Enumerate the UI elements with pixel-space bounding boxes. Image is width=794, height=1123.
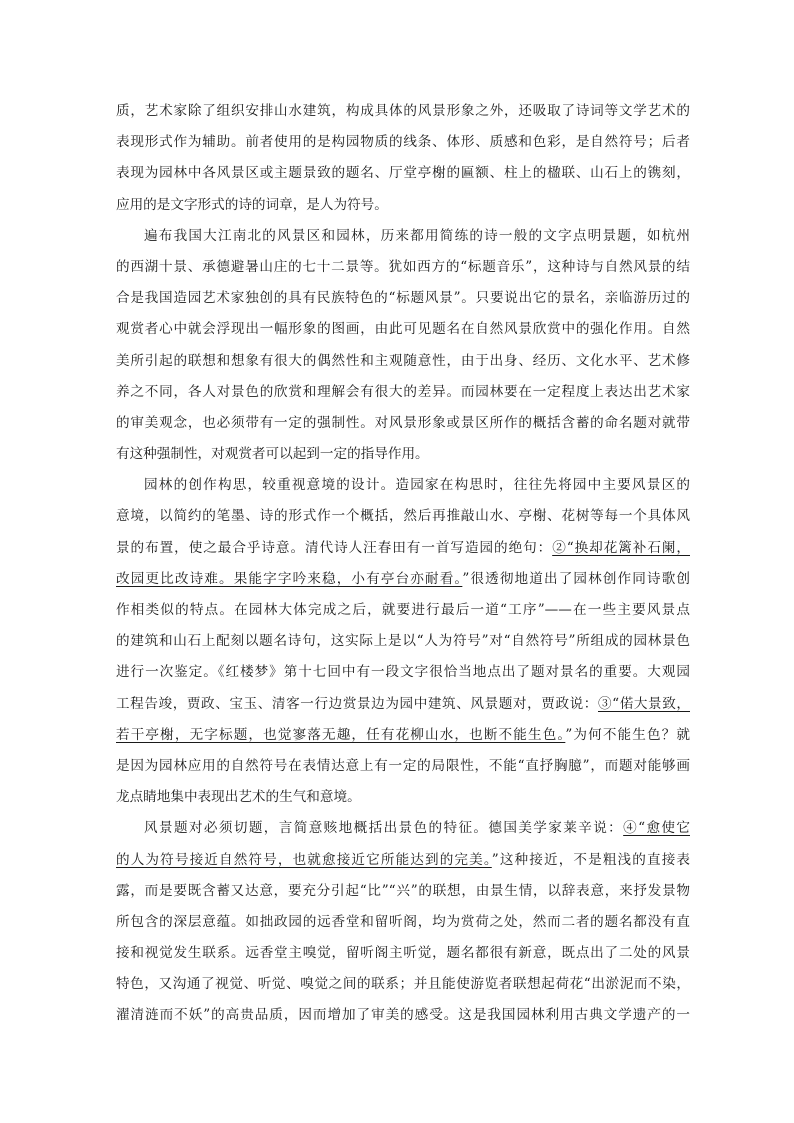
text-line-content: 意境，以简约的笔墨、诗的形式作一个概括，然后再推敲山水、亭榭、花树等每一个具体风 (116, 508, 690, 525)
text-line (116, 876, 690, 907)
text-line-content: 景的布置，使之最合乎诗意。清代诗人汪春田有一首写造园的绝句： (116, 539, 553, 556)
underlined-quote: 改园更比改诗难。果能字字吟来稳，小有亭台亦耐看。 (116, 570, 463, 587)
text-line-content: 表现为园林中各风景区或主题景致的题名、厅堂亭榭的匾额、柱上的楹联、山石上的镌刻， (116, 165, 690, 182)
text-line-content: 表现形式作为辅助。前者使用的是构园物质的线条、体形、质感和色彩，是自然符号；后者 (116, 134, 690, 151)
text-line (116, 533, 690, 564)
text-line-content: 观赏者心中就会浮现出一幅形象的图画，由此可见题名在自然风景欣赏中的强化作用。自然 (116, 321, 690, 338)
text-line-content: 进行一次鉴定。《红楼梦》第十七回中有一段文字很恰当地点出了题对景名的重要。大观园 (116, 664, 690, 681)
text-line (116, 907, 690, 938)
text-line (116, 782, 690, 813)
underlined-quote: ②“换却花篱补石阑， (552, 539, 690, 556)
text-line-content: 质，艺术家除了组织安排山水建筑，构成具体的风景形象之外，还吸取了诗词等文学艺术的 (116, 103, 690, 119)
text-line (116, 408, 690, 439)
text-line (116, 751, 690, 782)
text-line (116, 346, 690, 377)
text-line-content: 应用的是文字形式的诗的词章，是人为符号。 (116, 196, 388, 213)
text-line-content: 有这种强制性，对观赏者可以起到一定的指导作用。 (116, 446, 429, 463)
text-line-tail: ”为何不能生色？就 (565, 726, 690, 743)
text-line-content: 工程告竣，贾政、宝玉、清客一行边赏景边为园中建筑、风景题对，贾政说： (116, 695, 598, 712)
text-line-content: 的审美观念，也必须带有一定的强制性。对风景形象或景区所作的概括含蓄的命名题对就带 (116, 414, 690, 431)
text-line (116, 657, 690, 688)
text-line-content: 养之不同，各人对景色的欣赏和理解会有很大的差异。而园林要在一定程度上表达出艺术家 (116, 383, 690, 400)
text-line-content: 的建筑和山石上配刻以题名诗句，这实际上是以“人为符号”对“自然符号”所组成的园林景色 (116, 633, 690, 650)
text-line (116, 96, 690, 127)
text-line-tail: ”很透彻地道出了园林创作同诗歌创 (462, 570, 690, 587)
text-line (116, 283, 690, 314)
underlined-quote: ③“偌大景致， (598, 695, 690, 712)
text-line-tail: ”这种接近，不是粗浅的直接表 (491, 851, 690, 868)
text-line-content: 遍布我国大江南北的风景区和园林，历来都用简练的诗一般的文字点明景题，如杭州 (144, 227, 690, 244)
text-line-content: 特色，又沟通了视觉、听觉、嗅觉之间的联系；并且能使游览者联想起荷花“出淤泥而不染， (116, 976, 690, 993)
text-line (116, 564, 690, 595)
text-line (116, 720, 690, 751)
text-line-content: 所包含的深层意蕴。如拙政园的远香堂和留听阁，均为赏荷之处，然而二者的题名都没有直 (116, 913, 690, 930)
text-line (116, 158, 690, 189)
text-line-content: 合是我国造园艺术家独创的具有民族特色的“标题风景”。只要说出它的景名，亲临游历过的 (116, 290, 690, 307)
text-line (116, 470, 690, 501)
text-line (116, 377, 690, 408)
text-line-content: 园林的创作构思，较重视意境的设计。造园家在构思时，往往先将园中主要风景区的 (144, 477, 690, 494)
text-line (116, 252, 690, 283)
underlined-quote: ④“愈使它 (623, 820, 690, 837)
text-line-content: 濯清涟而不妖”的高贵品质，因而增加了审美的感受。这是我国园林利用古典文学遗产的一 (116, 1007, 690, 1024)
text-line-content: 接和视觉发生联系。远香堂主嗅觉，留听阁主听觉，题名都很有新意，既点出了二处的风景 (116, 945, 690, 962)
text-line-content: 美所引起的联想和想象有很大的偶然性和主观随意性，由于出身、经历、文化水平、艺术修 (116, 352, 690, 369)
text-line (116, 439, 690, 470)
text-line (116, 501, 690, 532)
body-text (116, 96, 690, 1032)
text-line (116, 1000, 690, 1031)
text-line (116, 938, 690, 969)
text-line-content: 的西湖十景、承德避暑山庄的七十二景等。犹如西方的“标题音乐”，这种诗与自然风景的结 (116, 258, 690, 275)
text-line (116, 595, 690, 626)
text-line-content: 作相类似的特点。在园林大体完成之后，就要进行最后一道“工序”——在一些主要风景点 (116, 602, 690, 618)
text-line (116, 845, 690, 876)
text-line-content: 是因为园林应用的自然符号在表情达意上有一定的局限性，不能“直抒胸臆”，而题对能够画 (116, 757, 690, 774)
text-line (116, 969, 690, 1000)
text-line (116, 314, 690, 345)
underlined-quote: 若干亭榭，无字标题，也觉寥落无趣，任有花柳山水，也断不能生色。 (116, 726, 566, 743)
text-line (116, 626, 690, 657)
text-line-content: 风景题对必须切题，言简意赅地概括出景色的特征。德国美学家莱辛说： (144, 820, 624, 837)
text-line-content: 龙点睛地集中表现出艺术的生气和意境。 (116, 789, 361, 806)
text-line (116, 190, 690, 221)
text-line (116, 689, 690, 720)
text-line (116, 813, 690, 844)
text-line-content: 露，而是要既含蓄又达意，要充分引起“比”“兴”的联想，由景生情，以辞表意，来抒发景物 (116, 882, 690, 899)
text-line (116, 221, 690, 252)
text-line (116, 127, 690, 158)
underlined-quote: 的人为符号接近自然符号，也就愈接近它所能达到的完美。 (116, 851, 492, 868)
